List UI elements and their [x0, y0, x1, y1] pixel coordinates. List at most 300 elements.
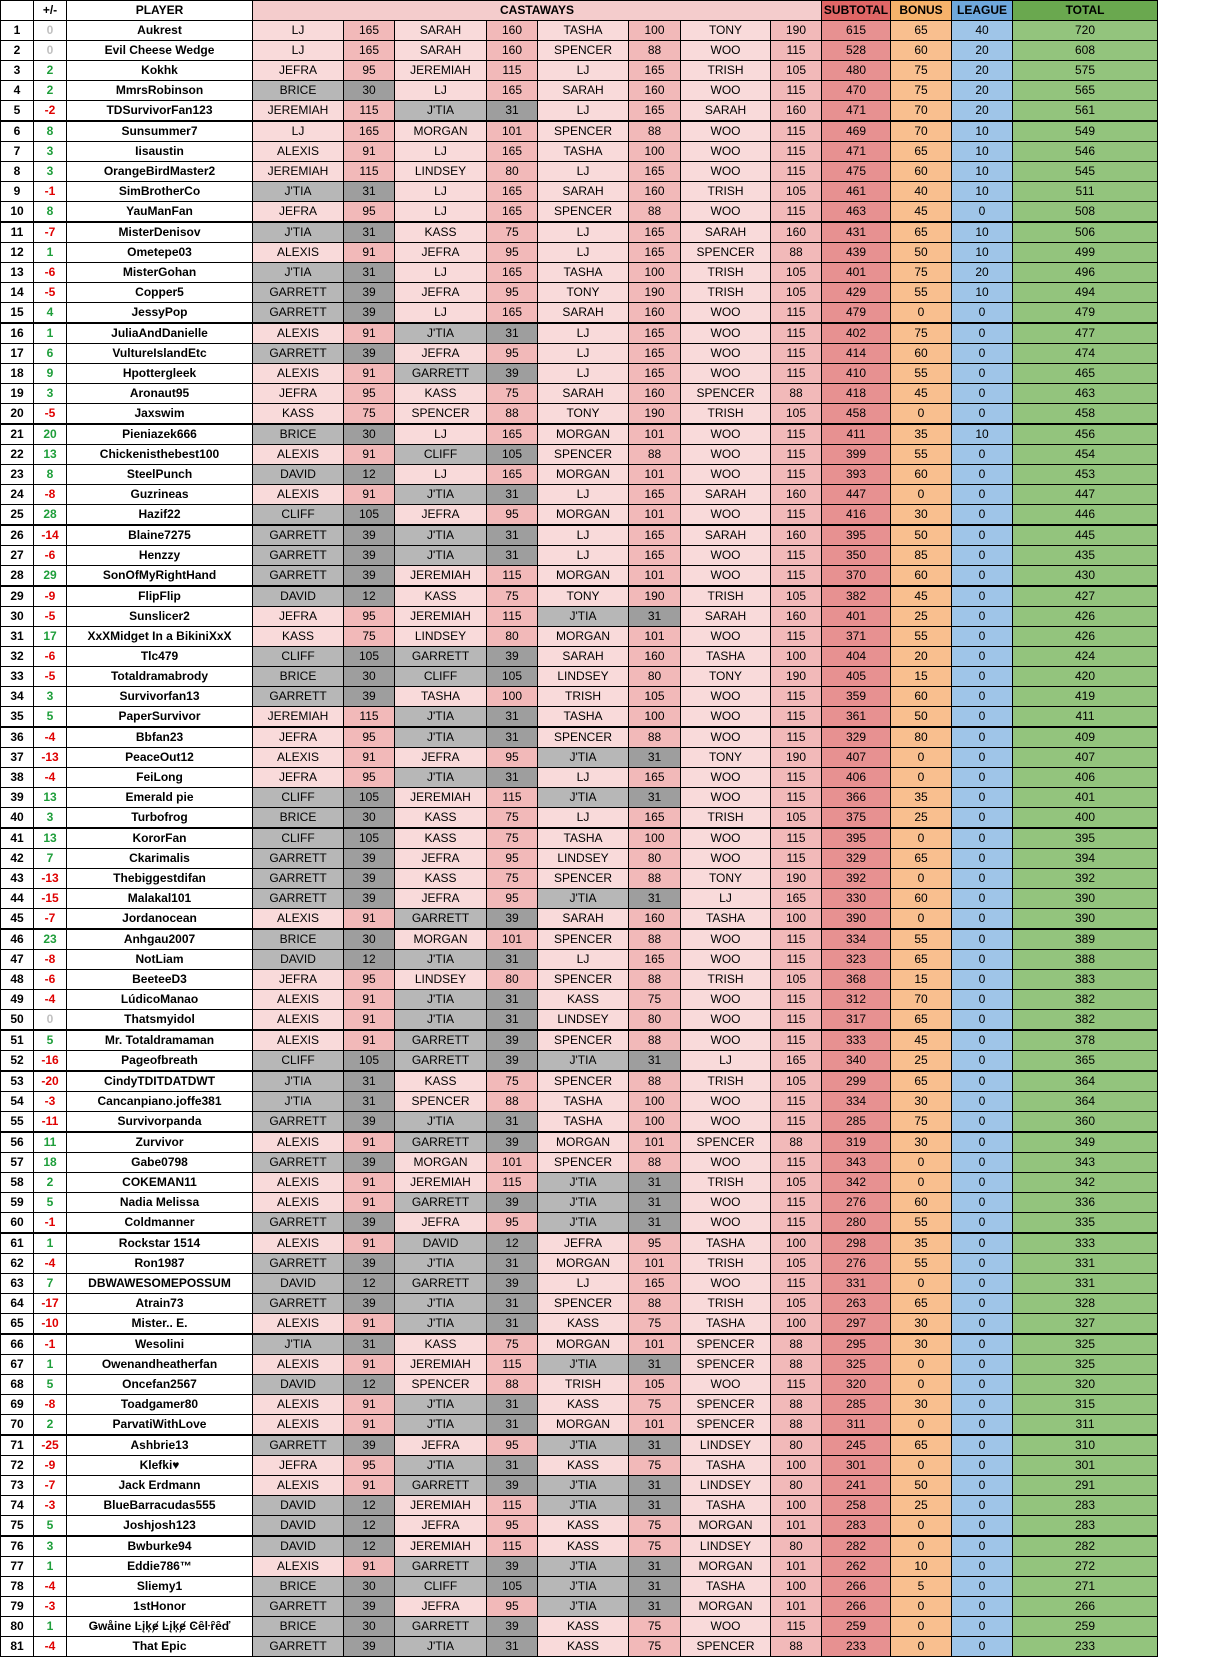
castaway-name: WOO: [681, 1010, 771, 1031]
castaway-name: ALEXIS: [253, 909, 344, 930]
total-cell: 545: [1013, 162, 1158, 182]
castaway-name: JEFRA: [253, 1456, 344, 1476]
league-cell: 0: [952, 1456, 1013, 1476]
league-cell: 0: [952, 1577, 1013, 1597]
change-cell: 3: [34, 162, 67, 182]
change-cell: -16: [34, 1051, 67, 1072]
bonus-cell: 30: [891, 1092, 952, 1112]
rank-cell: 1: [1, 21, 34, 41]
castaway-points: 115: [771, 768, 822, 788]
castaway-points: 39: [487, 1617, 538, 1637]
rank-cell: 45: [1, 909, 34, 930]
table-row: [1, 1071, 1158, 1092]
change-cell: -5: [34, 607, 67, 627]
castaway-name: SPENCER: [395, 404, 487, 425]
castaway-points: 115: [487, 1496, 538, 1516]
castaway-points: 101: [771, 1557, 822, 1577]
change-cell: -6: [34, 546, 67, 566]
change-cell: -13: [34, 748, 67, 768]
castaway-name: CLIFF: [395, 667, 487, 687]
castaway-name: GARRETT: [253, 1637, 344, 1657]
castaway-points: 105: [771, 1254, 822, 1274]
subtotal-cell: 280: [822, 1213, 891, 1234]
change-cell: 5: [34, 707, 67, 728]
player-name: Chickenisthebest100: [67, 445, 253, 465]
rank-cell: 35: [1, 707, 34, 728]
table-row: [1, 485, 1158, 505]
player-name: Zurvivor: [67, 1132, 253, 1153]
castaway-name: JEREMIAH: [395, 61, 487, 81]
castaway-name: TONY: [681, 667, 771, 687]
league-cell: 0: [952, 828, 1013, 849]
player-name: SimBrotherCo: [67, 182, 253, 202]
castaway-name: TONY: [681, 869, 771, 889]
castaway-points: 105: [771, 586, 822, 607]
player-name: Emerald pie: [67, 788, 253, 808]
castaway-name: LINDSEY: [395, 162, 487, 182]
total-cell: 465: [1013, 364, 1158, 384]
total-cell: 420: [1013, 667, 1158, 687]
castaway-name: LJ: [395, 202, 487, 223]
table-row: [1, 1030, 1158, 1051]
castaway-points: 31: [487, 950, 538, 970]
castaway-name: MORGAN: [538, 424, 629, 445]
castaway-name: WOO: [681, 142, 771, 162]
table-row: [1, 1557, 1158, 1577]
bonus-cell: 75: [891, 1112, 952, 1133]
castaway-name: KASS: [395, 1071, 487, 1092]
castaway-name: SPENCER: [538, 970, 629, 990]
castaway-points: 91: [344, 323, 395, 344]
castaway-points: 31: [344, 222, 395, 243]
subtotal-cell: 439: [822, 243, 891, 263]
rank-cell: 81: [1, 1637, 34, 1657]
castaway-name: J'TIA: [538, 1213, 629, 1234]
league-cell: 0: [952, 647, 1013, 667]
player-name: Coldmanner: [67, 1213, 253, 1234]
castaway-name: LJ: [395, 263, 487, 283]
league-cell: 0: [952, 1496, 1013, 1516]
castaway-points: 39: [344, 525, 395, 546]
change-cell: 8: [34, 465, 67, 485]
table-row: [1, 1092, 1158, 1112]
castaway-points: 105: [344, 788, 395, 808]
subtotal-cell: 395: [822, 828, 891, 849]
total-cell: 389: [1013, 929, 1158, 950]
rank-cell: 37: [1, 748, 34, 768]
total-cell: 419: [1013, 687, 1158, 707]
total-cell: 349: [1013, 1132, 1158, 1153]
player-name: Anhgau2007: [67, 929, 253, 950]
castaway-name: ALEXIS: [253, 243, 344, 263]
castaway-points: 115: [771, 828, 822, 849]
player-name: Blaine7275: [67, 525, 253, 546]
castaway-points: 31: [629, 1051, 681, 1072]
castaway-name: J'TIA: [538, 607, 629, 627]
player-name: ParvatiWithLove: [67, 1415, 253, 1436]
total-cell: 382: [1013, 990, 1158, 1010]
change-cell: 7: [34, 849, 67, 869]
castaway-name: WOO: [681, 687, 771, 707]
total-cell: 430: [1013, 566, 1158, 587]
rank-cell: 47: [1, 950, 34, 970]
castaway-name: TASHA: [395, 687, 487, 707]
league-cell: 0: [952, 1415, 1013, 1436]
player-name: Sliemy1: [67, 1577, 253, 1597]
change-cell: -6: [34, 647, 67, 667]
subtotal-cell: 311: [822, 1415, 891, 1436]
castaway-points: 101: [629, 465, 681, 485]
castaway-name: J'TIA: [538, 1597, 629, 1617]
castaway-name: KASS: [538, 1314, 629, 1335]
table-row: [1, 869, 1158, 889]
castaway-points: 31: [629, 788, 681, 808]
bonus-cell: 0: [891, 1415, 952, 1436]
castaway-name: GARRETT: [395, 909, 487, 930]
subtotal-cell: 312: [822, 990, 891, 1010]
subtotal-cell: 414: [822, 344, 891, 364]
castaway-name: J'TIA: [538, 1577, 629, 1597]
subtotal-cell: 458: [822, 404, 891, 425]
castaway-points: 88: [629, 727, 681, 748]
table-row: [1, 505, 1158, 526]
player-name: MmrsRobinson: [67, 81, 253, 101]
castaway-points: 115: [771, 990, 822, 1010]
subtotal-cell: 295: [822, 1334, 891, 1355]
castaway-name: LJ: [538, 323, 629, 344]
castaway-name: BRICE: [253, 81, 344, 101]
castaway-name: WOO: [681, 445, 771, 465]
change-cell: 3: [34, 808, 67, 829]
castaway-points: 115: [771, 445, 822, 465]
castaway-points: 101: [487, 929, 538, 950]
change-cell: -20: [34, 1071, 67, 1092]
table-row: [1, 889, 1158, 909]
bonus-cell: 0: [891, 768, 952, 788]
rank-cell: 77: [1, 1557, 34, 1577]
castaway-points: 165: [629, 222, 681, 243]
total-cell: 720: [1013, 21, 1158, 41]
castaway-name: SARAH: [538, 81, 629, 101]
player-name: Mister.. E.: [67, 1314, 253, 1335]
castaway-name: WOO: [681, 364, 771, 384]
castaway-points: 91: [344, 1557, 395, 1577]
table-row: [1, 647, 1158, 667]
subtotal-cell: 615: [822, 21, 891, 41]
player-name: Cancanpiano.joffe381: [67, 1092, 253, 1112]
castaway-name: ALEXIS: [253, 142, 344, 162]
league-cell: 10: [952, 283, 1013, 303]
subtotal-cell: 320: [822, 1375, 891, 1395]
table-row: [1, 384, 1158, 404]
league-cell: 0: [952, 1010, 1013, 1031]
subtotal-cell: 416: [822, 505, 891, 526]
table-row: [1, 41, 1158, 61]
castaway-points: 160: [771, 525, 822, 546]
player-name: Klefki♥: [67, 1456, 253, 1476]
total-cell: 315: [1013, 1395, 1158, 1415]
bonus-cell: 65: [891, 950, 952, 970]
bonus-cell: 0: [891, 869, 952, 889]
bonus-cell: 65: [891, 1435, 952, 1456]
castaway-name: LJ: [395, 142, 487, 162]
change-cell: 4: [34, 303, 67, 324]
player-name: COKEMAN11: [67, 1173, 253, 1193]
league-cell: 0: [952, 344, 1013, 364]
player-name: JessyPop: [67, 303, 253, 324]
bonus-cell: 35: [891, 788, 952, 808]
player-name: Iisaustin: [67, 142, 253, 162]
castaway-points: 31: [487, 768, 538, 788]
castaway-points: 100: [629, 1112, 681, 1133]
table-row: [1, 667, 1158, 687]
bonus-cell: 35: [891, 1233, 952, 1254]
castaway-name: SPENCER: [681, 1132, 771, 1153]
castaway-name: LJ: [538, 162, 629, 182]
rank-cell: 10: [1, 202, 34, 223]
table-row: [1, 1415, 1158, 1436]
bonus-cell: 55: [891, 929, 952, 950]
table-row: [1, 828, 1158, 849]
castaway-name: JEREMIAH: [253, 162, 344, 182]
table-row: [1, 1193, 1158, 1213]
player-name: SonOfMyRightHand: [67, 566, 253, 587]
bonus-cell: 45: [891, 586, 952, 607]
change-cell: -9: [34, 586, 67, 607]
castaway-points: 31: [487, 1112, 538, 1133]
table-row: [1, 1476, 1158, 1496]
castaway-points: 115: [771, 1213, 822, 1234]
castaway-points: 105: [487, 667, 538, 687]
player-name: YauManFan: [67, 202, 253, 223]
subtotal-cell: 323: [822, 950, 891, 970]
castaway-name: WOO: [681, 162, 771, 182]
bonus-cell: 0: [891, 404, 952, 425]
total-cell: 546: [1013, 142, 1158, 162]
castaway-points: 75: [629, 1637, 681, 1657]
bonus-cell: 0: [891, 1274, 952, 1294]
bonus-cell: 65: [891, 1294, 952, 1314]
castaway-points: 91: [344, 243, 395, 263]
rank-cell: 2: [1, 41, 34, 61]
castaway-points: 88: [771, 1395, 822, 1415]
castaway-name: LJ: [538, 950, 629, 970]
change-cell: -3: [34, 1496, 67, 1516]
castaway-points: 115: [771, 546, 822, 566]
castaway-name: J'TIA: [538, 1476, 629, 1496]
league-cell: 0: [952, 929, 1013, 950]
subtotal-cell: 299: [822, 1071, 891, 1092]
castaway-name: CLIFF: [253, 505, 344, 526]
total-cell: 496: [1013, 263, 1158, 283]
bonus-cell: 45: [891, 384, 952, 404]
castaway-name: MORGAN: [538, 627, 629, 647]
castaway-name: TRISH: [681, 182, 771, 202]
castaway-points: 115: [344, 101, 395, 122]
castaway-name: LJ: [538, 364, 629, 384]
castaway-name: J'TIA: [395, 1395, 487, 1415]
bonus-cell: 75: [891, 81, 952, 101]
castaway-name: WOO: [681, 344, 771, 364]
league-cell: 0: [952, 1071, 1013, 1092]
castaway-points: 105: [771, 61, 822, 81]
total-cell: 282: [1013, 1536, 1158, 1557]
castaway-points: 75: [344, 627, 395, 647]
player-name: Ckarimalis: [67, 849, 253, 869]
change-cell: 13: [34, 828, 67, 849]
castaway-name: J'TIA: [395, 1456, 487, 1476]
castaway-name: J'TIA: [253, 1092, 344, 1112]
table-row: [1, 1456, 1158, 1476]
castaway-name: TONY: [681, 748, 771, 768]
castaway-name: KASS: [538, 990, 629, 1010]
castaway-name: KASS: [538, 1617, 629, 1637]
table-row: [1, 162, 1158, 182]
castaway-name: SARAH: [681, 485, 771, 505]
castaway-name: TRISH: [681, 1071, 771, 1092]
rank-cell: 14: [1, 283, 34, 303]
castaway-points: 12: [344, 950, 395, 970]
castaway-points: 115: [771, 707, 822, 728]
bonus-cell: 0: [891, 828, 952, 849]
castaway-name: LJ: [395, 81, 487, 101]
castaway-name: SPENCER: [538, 202, 629, 223]
bonus-cell: 60: [891, 465, 952, 485]
castaway-points: 100: [771, 647, 822, 667]
change-cell: -7: [34, 909, 67, 930]
castaway-name: GARRETT: [395, 1557, 487, 1577]
castaway-name: GARRETT: [253, 525, 344, 546]
castaway-name: WOO: [681, 849, 771, 869]
player-name: Bbfan23: [67, 727, 253, 748]
castaway-name: GARRETT: [253, 1213, 344, 1234]
table-row: [1, 21, 1158, 41]
change-cell: 9: [34, 364, 67, 384]
castaway-name: KASS: [395, 808, 487, 829]
castaway-points: 160: [629, 182, 681, 202]
castaway-name: WOO: [681, 1375, 771, 1395]
bonus-cell: 70: [891, 101, 952, 122]
change-cell: 28: [34, 505, 67, 526]
castaway-name: TASHA: [681, 1314, 771, 1335]
castaway-points: 31: [487, 727, 538, 748]
rank-cell: 62: [1, 1254, 34, 1274]
rank-cell: 26: [1, 525, 34, 546]
bonus-cell: 0: [891, 1536, 952, 1557]
bonus-cell: 75: [891, 61, 952, 81]
rank-cell: 79: [1, 1597, 34, 1617]
castaway-name: DAVID: [253, 465, 344, 485]
castaway-points: 115: [771, 1375, 822, 1395]
bonus-cell: 25: [891, 1496, 952, 1516]
player-name: Jack Erdmann: [67, 1476, 253, 1496]
subtotal-cell: 469: [822, 121, 891, 142]
table-row: [1, 445, 1158, 465]
subtotal-cell: 285: [822, 1395, 891, 1415]
castaway-points: 165: [629, 243, 681, 263]
rank-cell: 75: [1, 1516, 34, 1537]
castaway-points: 101: [771, 1516, 822, 1537]
castaway-points: 115: [771, 1193, 822, 1213]
change-cell: 11: [34, 1132, 67, 1153]
subtotal-cell: 471: [822, 101, 891, 122]
total-cell: 378: [1013, 1030, 1158, 1051]
castaway-points: 165: [771, 1051, 822, 1072]
change-cell: -2: [34, 101, 67, 122]
castaway-name: KASS: [538, 1456, 629, 1476]
castaway-name: WOO: [681, 929, 771, 950]
castaway-name: J'TIA: [395, 707, 487, 728]
castaway-name: JEFRA: [395, 889, 487, 909]
castaway-points: 31: [629, 1476, 681, 1496]
table-row: [1, 1153, 1158, 1173]
change-cell: -4: [34, 1254, 67, 1274]
castaway-name: JEFRA: [253, 768, 344, 788]
league-cell: 0: [952, 1274, 1013, 1294]
castaway-name: WOO: [681, 81, 771, 101]
castaway-points: 91: [344, 990, 395, 1010]
castaway-points: 160: [487, 41, 538, 61]
castaway-name: GARRETT: [253, 1153, 344, 1173]
castaway-name: GARRETT: [253, 869, 344, 889]
castaway-points: 39: [487, 1557, 538, 1577]
castaway-name: GARRETT: [253, 283, 344, 303]
castaway-name: MORGAN: [395, 121, 487, 142]
player-name: Aronaut95: [67, 384, 253, 404]
league-cell: 10: [952, 222, 1013, 243]
castaway-points: 88: [771, 1132, 822, 1153]
castaway-points: 75: [487, 1334, 538, 1355]
subtotal-cell: 342: [822, 1173, 891, 1193]
total-cell: 407: [1013, 748, 1158, 768]
castaway-points: 100: [629, 1092, 681, 1112]
castaway-points: 88: [771, 1415, 822, 1436]
total-cell: 383: [1013, 970, 1158, 990]
castaway-name: TASHA: [681, 1577, 771, 1597]
castaway-points: 80: [487, 627, 538, 647]
castaway-name: TRISH: [681, 586, 771, 607]
league-cell: 0: [952, 1375, 1013, 1395]
league-cell: 0: [952, 1435, 1013, 1456]
league-cell: 20: [952, 101, 1013, 122]
bonus-cell: 55: [891, 1213, 952, 1234]
castaway-points: 95: [344, 768, 395, 788]
castaway-points: 80: [771, 1536, 822, 1557]
total-cell: 446: [1013, 505, 1158, 526]
castaway-name: SPENCER: [681, 384, 771, 404]
castaway-name: TRISH: [681, 263, 771, 283]
castaway-name: DAVID: [253, 1375, 344, 1395]
change-header: +/-: [34, 1, 67, 21]
subtotal-cell: 390: [822, 909, 891, 930]
castaway-name: TASHA: [538, 1112, 629, 1133]
change-cell: 1: [34, 1355, 67, 1375]
castaway-name: BRICE: [253, 667, 344, 687]
subtotal-cell: 401: [822, 263, 891, 283]
bonus-cell: 0: [891, 1456, 952, 1476]
castaway-name: J'TIA: [538, 788, 629, 808]
rank-cell: 74: [1, 1496, 34, 1516]
rank-cell: 48: [1, 970, 34, 990]
league-cell: 0: [952, 202, 1013, 223]
castaway-name: BRICE: [253, 424, 344, 445]
castaway-points: 31: [344, 1334, 395, 1355]
bonus-cell: 60: [891, 41, 952, 61]
subtotal-cell: 259: [822, 1617, 891, 1637]
castaway-name: WOO: [681, 950, 771, 970]
player-name: Thatsmyidol: [67, 1010, 253, 1031]
league-cell: 0: [952, 1536, 1013, 1557]
